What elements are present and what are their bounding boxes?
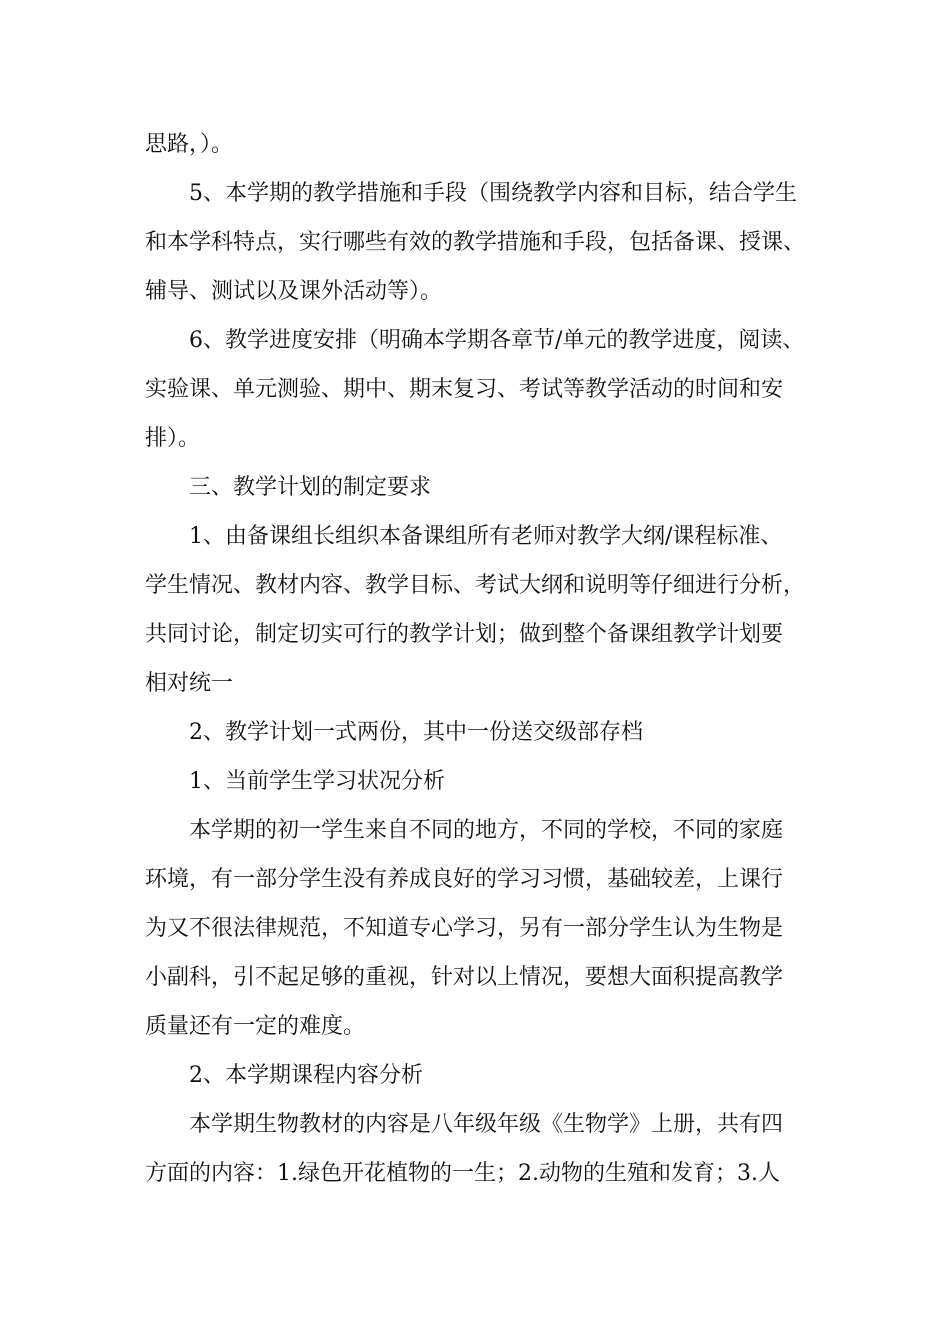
paragraph-line: 本学期的初一学生来自不同的地方，不同的学校，不同的家庭 [189, 818, 784, 843]
paragraph-line: 学生情况、教材内容、教学目标、考试大纲和说明等仔细进行分析， [145, 573, 806, 598]
paragraph-line: 思路，）。 [145, 132, 234, 157]
paragraph-line: 6、教学进度安排（明确本学期各章节/单元的教学进度，阅读、 [189, 328, 805, 353]
paragraph-line: 5、本学期的教学措施和手段（围绕教学内容和目标，结合学生 [189, 181, 797, 206]
paragraph-line: 共同讨论，制定切实可行的教学计划；做到整个备课组教学计划要 [145, 622, 784, 647]
paragraph-line: 为又不很法律规范，不知道专心学习，另有一部分学生认为生物是 [145, 916, 784, 941]
paragraph-line: 实验课、单元测验、期中、期末复习、考试等教学活动的时间和安 [145, 377, 784, 402]
document-body [145, 131, 815, 1188]
paragraph-line: 排）。 [145, 426, 201, 451]
paragraph-line: 本学期生物教材的内容是八年级年级《生物学》上册，共有四 [189, 1112, 784, 1137]
paragraph-line: 1、由备课组长组织本备课组所有老师对教学大纲/课程标准、 [189, 524, 783, 549]
paragraph-line: 质量还有一定的难度。 [145, 1014, 366, 1039]
paragraph-line: 辅导、测试以及课外活动等）。 [145, 279, 443, 304]
paragraph-line: 和本学科特点，实行哪些有效的教学措施和手段，包括备课、授课、 [145, 230, 806, 255]
paragraph-line: 小副科，引不起足够的重视，针对以上情况，要想大面积提高教学 [145, 965, 784, 990]
subsection-heading: 2、本学期课程内容分析 [189, 1063, 423, 1088]
paragraph-line: 相对统一 [145, 671, 234, 696]
paragraph-line: 环境，有一部分学生没有养成良好的学习习惯，基础较差，上课行 [145, 867, 784, 892]
paragraph-line: 方面的内容：1.绿色开花植物的一生；2.动物的生殖和发育；3.人 [145, 1161, 780, 1186]
subsection-heading: 1、当前学生学习状况分析 [189, 769, 445, 794]
section-heading: 三、教学计划的制定要求 [189, 475, 432, 500]
paragraph-line: 2、教学计划一式两份，其中一份送交级部存档 [189, 720, 643, 745]
